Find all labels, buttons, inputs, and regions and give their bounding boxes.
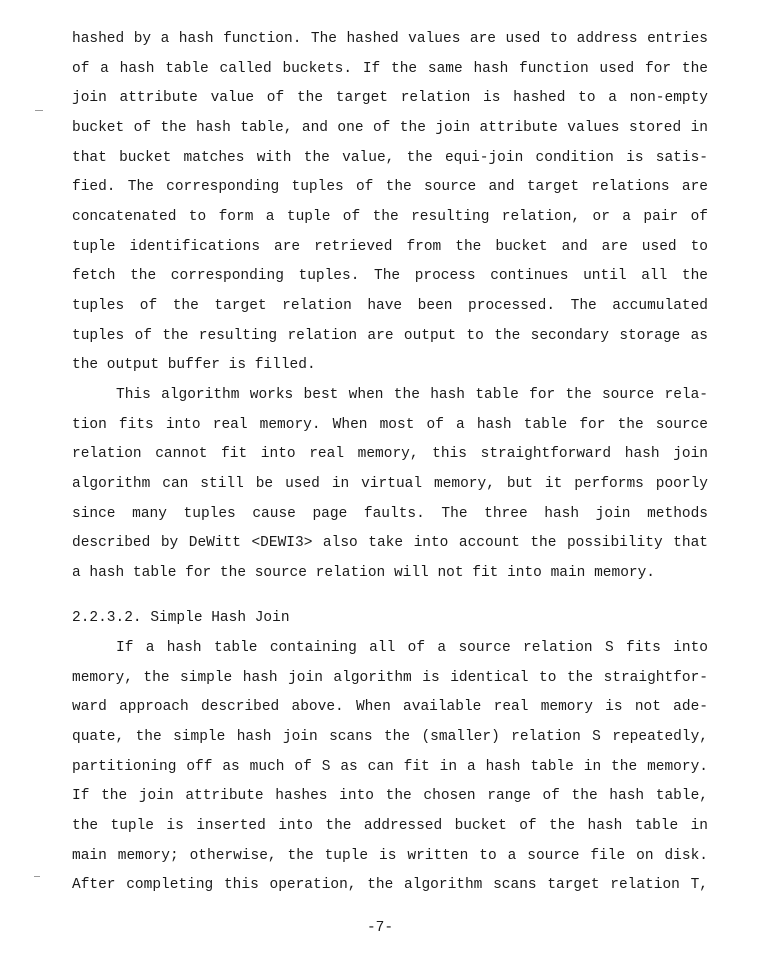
text-line: tuple identifications are retrieved from the bucket and are used to [72,239,708,255]
text-line: quate, the simple hash join scans the (smaller) relation S repeatedly, [72,729,708,745]
text-line: main memory; otherwise, the tuple is written to a source file on disk. [72,848,708,864]
text-line: After completing this operation, the algorithm scans target relation T, [72,877,708,893]
text-line: This algorithm works best when the hash table for the source rela- [116,387,708,403]
text-line: the output buffer is filled. [72,357,316,373]
scan-artifact [34,876,40,877]
page-number: -7- [366,920,394,936]
text-line: memory, the simple hash join algorithm is identical to the straightfor- [72,670,708,686]
text-line: of a hash table called buckets. If the same hash function used for the [72,61,708,77]
text-line: fied. The corresponding tuples of the source and target relations are [72,179,708,195]
text-line: since many tuples cause page faults. The three hash join methods [72,506,708,522]
text-line: relation cannot fit into real memory, this straightforward hash join [72,446,708,462]
text-line: tion fits into real memory. When most of a hash table for the source [72,417,708,433]
text-line: join attribute value of the target relation is hashed to a non-empty [72,90,708,106]
text-line: described by DeWitt <DEWI3> also take into account the possibility that [72,535,708,551]
text-line: bucket of the hash table, and one of the join attribute values stored in [72,120,708,136]
text-line: If a hash table containing all of a source relation S fits into [116,640,708,656]
text-line: If the join attribute hashes into the chosen range of the hash table, [72,788,708,804]
text-line: that bucket matches with the value, the equi-join condition is satis- [72,150,708,166]
text-line: the tuple is inserted into the addressed bucket of the hash table in [72,818,708,834]
text-line: tuples of the resulting relation are output to the secondary storage as [72,328,708,344]
text-line: ward approach described above. When available real memory is not ade- [72,699,708,715]
text-line: fetch the corresponding tuples. The process continues until all the [72,268,708,284]
text-line: a hash table for the source relation will not fit into main memory. [72,565,655,581]
text-line: hashed by a hash function. The hashed values are used to address entries [72,31,708,47]
section-heading: 2.2.3.2. Simple Hash Join [72,610,290,626]
scan-artifact [35,110,43,111]
text-line: algorithm can still be used in virtual memory, but it performs poorly [72,476,708,492]
text-line: tuples of the target relation have been processed. The accumulated [72,298,708,314]
text-line: concatenated to form a tuple of the resulting relation, or a pair of [72,209,708,225]
text-line: partitioning off as much of S as can fit in a hash table in the memory. [72,759,708,775]
